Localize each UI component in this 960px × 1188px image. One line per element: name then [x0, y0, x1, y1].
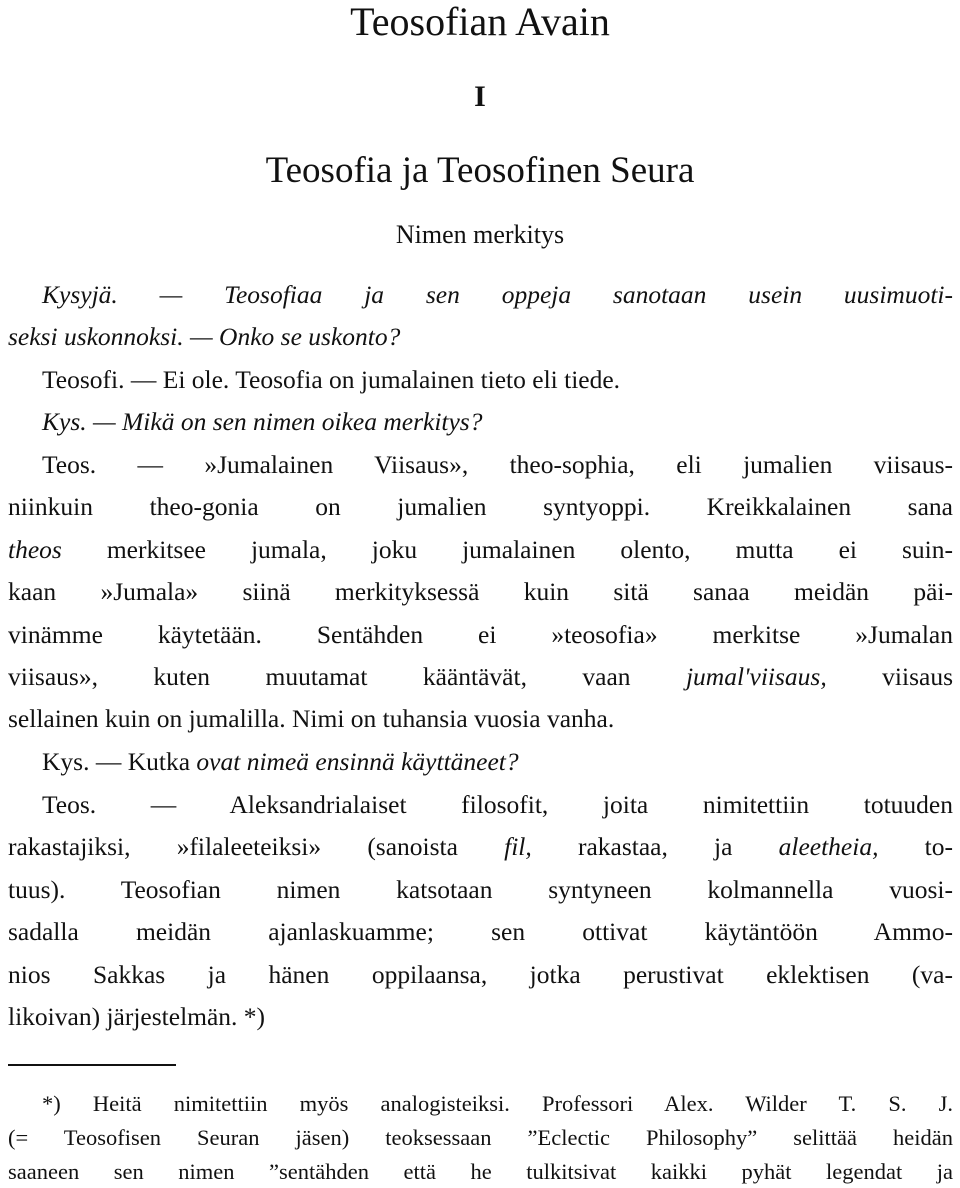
- paragraph-line: [8, 662, 953, 692]
- chapter-number: I: [474, 80, 486, 113]
- paragraph-line: tuus). Teosofian nimen katsotaan syntyneen kolmannella vuosi-: [8, 875, 953, 904]
- paragraph-line: [8, 322, 953, 352]
- line-text: rakastaa, ja: [531, 832, 779, 861]
- line-text: viisaus: [826, 662, 953, 691]
- line-text: merkitsee jumala, joku jumalainen olento, mutta ei suin-: [61, 535, 953, 564]
- question-text: seksi uskonnoksi. — Onko se uskonto?: [8, 322, 401, 351]
- question-line: [42, 407, 960, 437]
- paragraph-line: niinkuin theo-gonia on jumalien syntyoppi. Kreikkalainen sana: [8, 492, 953, 521]
- question-text: Teosofiaa ja sen oppeja sanotaan usein uusimuoti-: [224, 280, 954, 309]
- paragraph-line: sellainen kuin on jumalilla. Nimi on tuhansia vuosia vanha.: [8, 704, 615, 733]
- footnote-line: *) Heitä nimitettiin myös analogisteiksi. Professori Alex. Wilder T. S. J.: [42, 1091, 953, 1116]
- paragraph-line: vinämme käytetään. Sentähden ei »teosofia» merkitse »Jumalan: [8, 620, 953, 649]
- answer-line: Teosofi. — Ei ole. Teosofia on jumalainen tieto eli tiede.: [42, 365, 621, 394]
- section-title: Nimen merkitys: [395, 220, 565, 249]
- footnote-line: (= Teosofisen Seuran jäsen) teoksessaan ”Eclectic Philosophy” selittää heidän: [8, 1125, 953, 1150]
- paragraph-line: nios Sakkas ja hänen oppilaansa, jotka perustivat eklektisen (va-: [8, 960, 953, 989]
- paragraph-line: likoivan) järjestelmän. *): [8, 1002, 266, 1031]
- paragraph-line: [8, 832, 953, 862]
- speaker-label: Kys. — Kutka: [42, 747, 197, 776]
- page-title: Teosofian Avain: [350, 0, 610, 44]
- line-text: rakastajiksi, »filaleeteiksi» (sanoista: [8, 832, 505, 861]
- paragraph-line: [8, 535, 953, 565]
- line-text: viisaus», kuten muutamat kääntävät, vaan: [8, 662, 686, 691]
- question-text: ovat nimeä ensinnä käyttäneet?: [196, 747, 519, 776]
- italic-term: theos: [8, 535, 62, 564]
- question-text: Kys. — Mikä on sen nimen oikea merkitys?: [42, 407, 483, 436]
- chapter-title: Teosofia ja Teosofinen Seura: [265, 150, 695, 191]
- footnote-line: saaneen sen nimen ”sentähden että he tulkitsivat kaikki pyhät legendat ja: [8, 1159, 953, 1184]
- paragraph-line: Teos. — Aleksandrialaiset filosofit, joita nimitettiin totuuden: [42, 790, 953, 819]
- paragraph-line: Teos. — »Jumalainen Viisaus», theo-sophia, eli jumalien viisaus-: [42, 450, 953, 479]
- speaker-label: Kysyjä. —: [42, 280, 225, 309]
- italic-term: aleetheia,: [778, 832, 879, 861]
- footnote-rule: [8, 1064, 176, 1066]
- question-line: [42, 747, 960, 777]
- italic-term: jumal'viisaus,: [685, 662, 827, 691]
- italic-term: fil,: [504, 832, 532, 861]
- paragraph-line: [8, 280, 953, 310]
- paragraph-line: sadalla meidän ajanlaskuamme; sen ottivat käytäntöön Ammo-: [8, 917, 953, 946]
- line-text: to-: [878, 832, 953, 861]
- paragraph-line: kaan »Jumala» siinä merkityksessä kuin sitä sanaa meidän päi-: [8, 577, 953, 606]
